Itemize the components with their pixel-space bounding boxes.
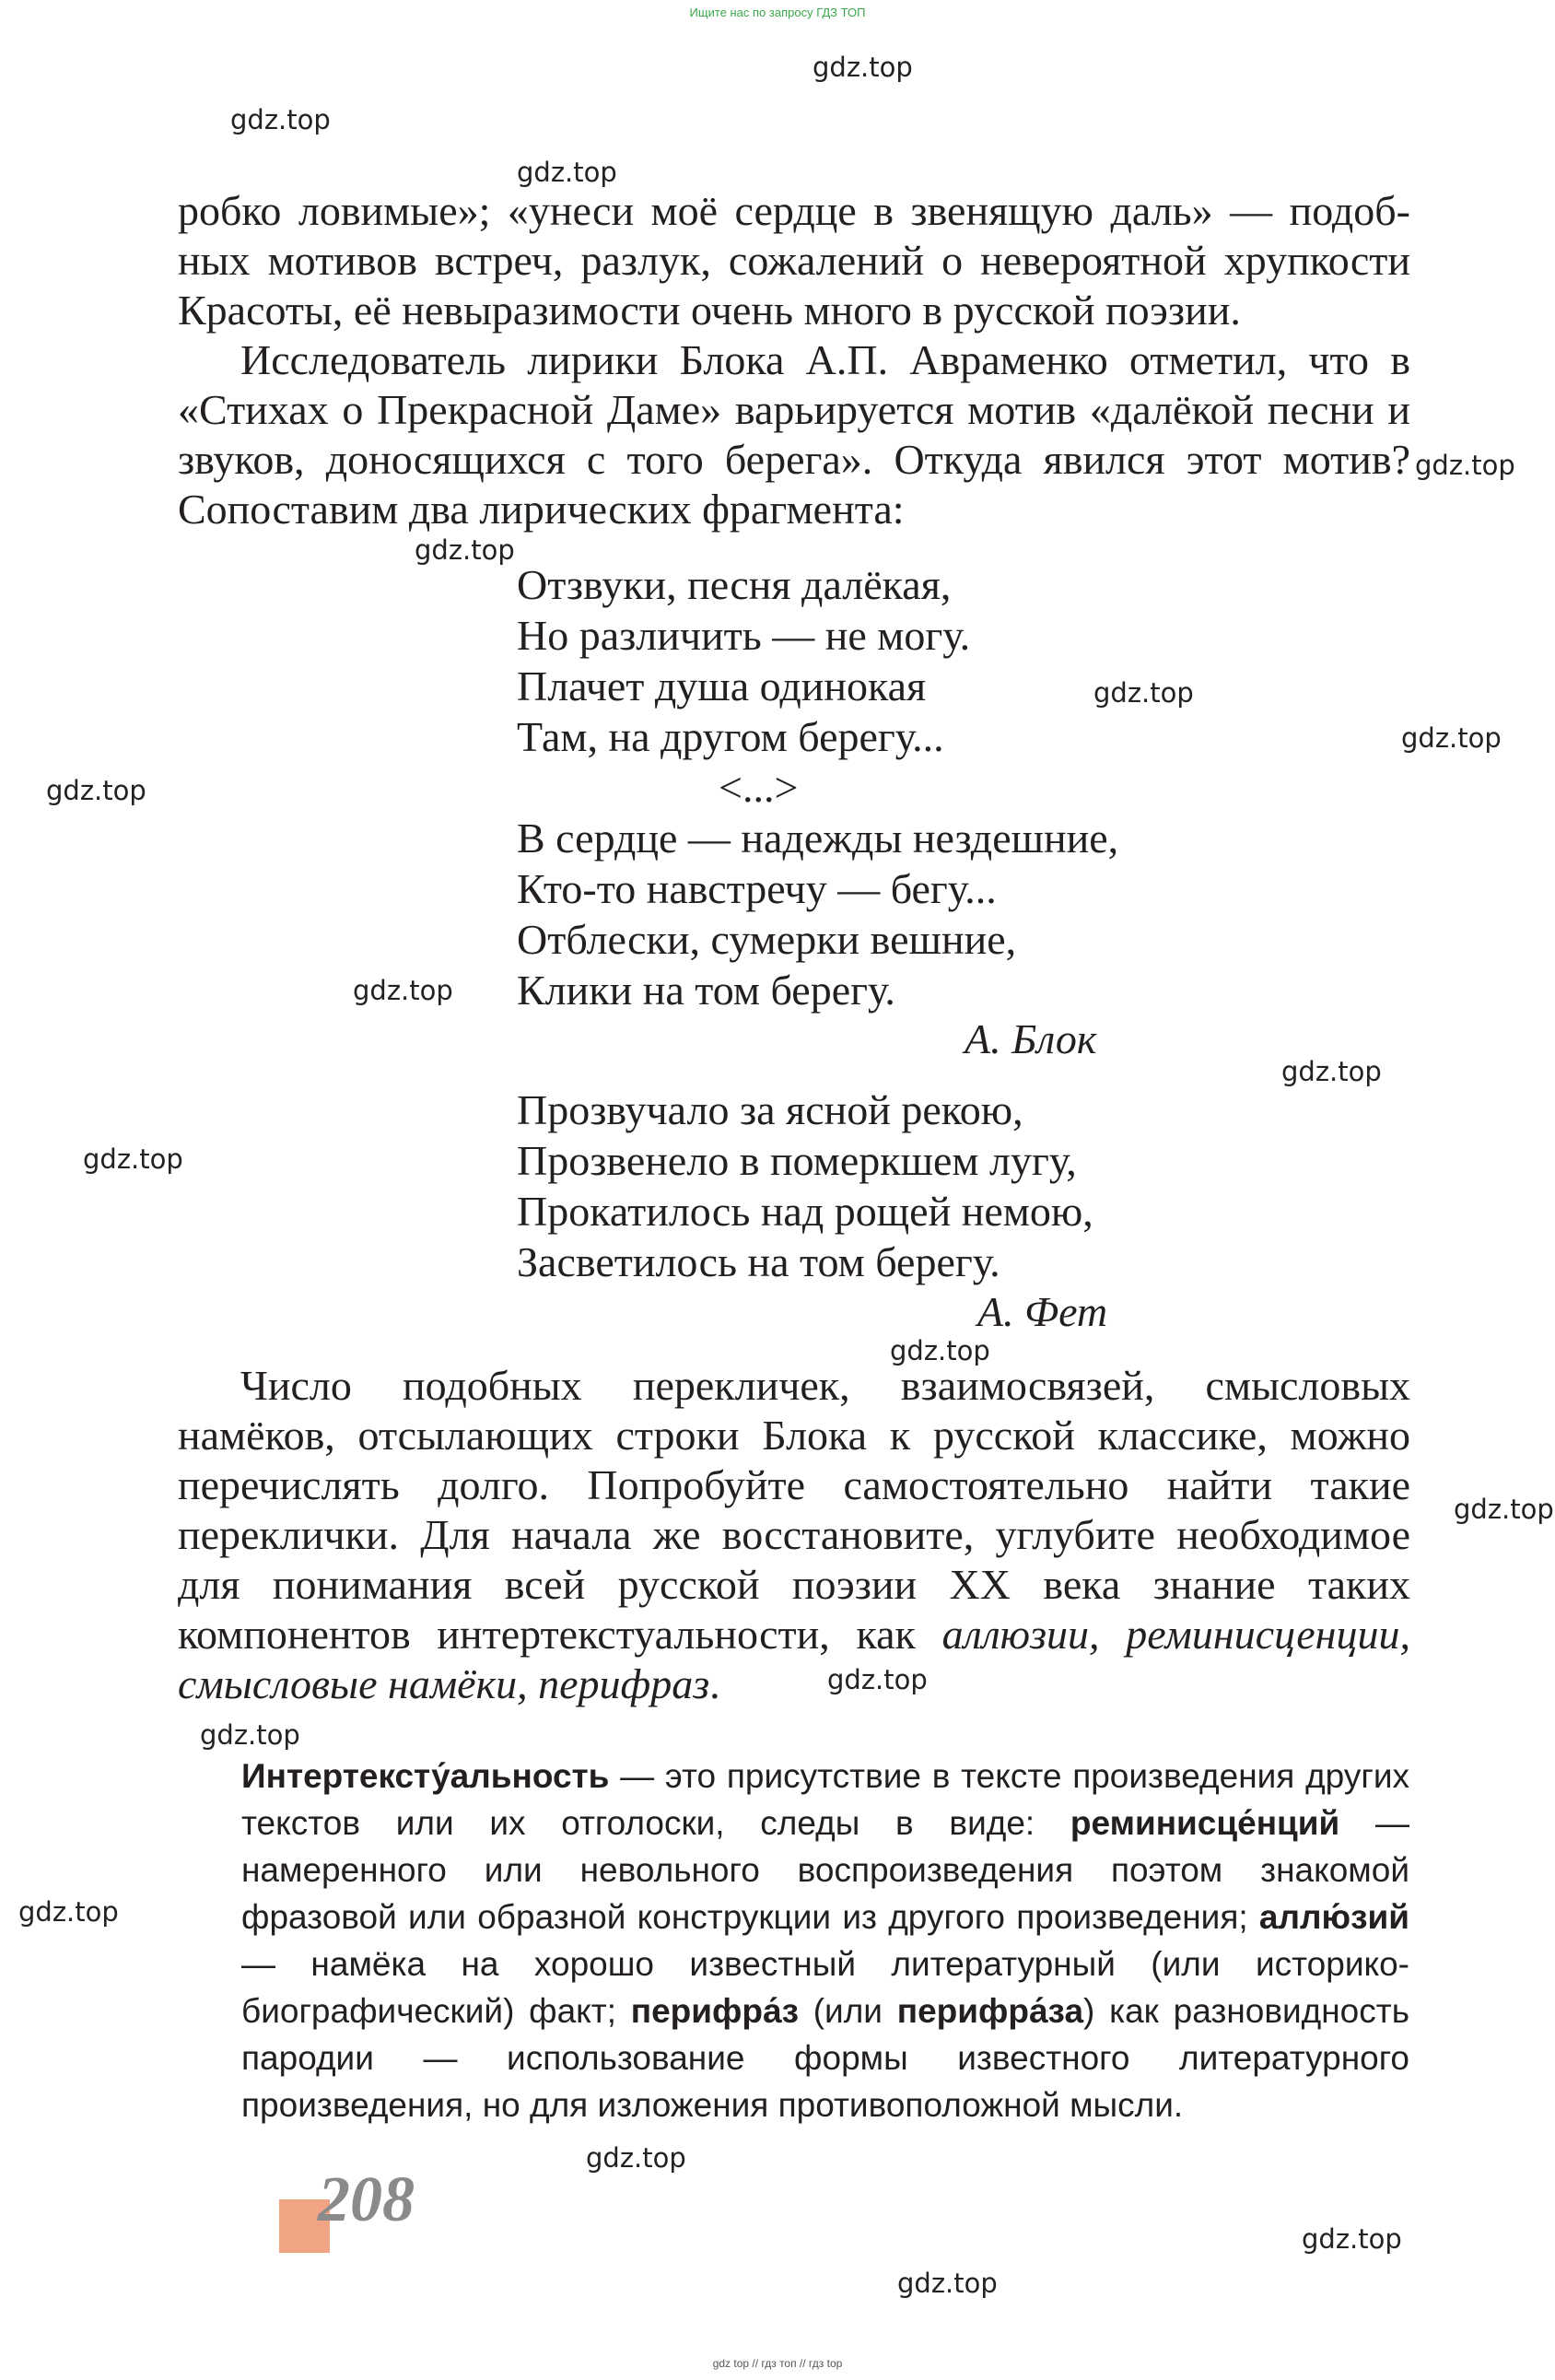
paragraph-italic-terms: аллюзии, реминисценции, смысловые намёки, перифраз [178, 1611, 1410, 1707]
top-banner: Ищите нас по запросу ГДЗ ТОП [689, 6, 866, 19]
definition-intertextuality [241, 1753, 1409, 2128]
watermark: gdz.top [353, 975, 453, 1006]
page-number: 208 [318, 2164, 415, 2235]
poem-author-fet: А. Фет [977, 1288, 1108, 1335]
watermark: gdz.top [83, 1143, 183, 1175]
watermark: gdz.top [897, 2268, 998, 2299]
poem-author-blok: А. Блок [965, 1015, 1097, 1062]
term: реминисце́нций [1070, 1804, 1340, 1842]
bottom-banner: gdz top // гдз топ // гдз top [712, 2357, 843, 2370]
watermark: gdz.top [1454, 1494, 1554, 1525]
watermark: gdz.top [1401, 722, 1502, 754]
poem-line: Клики на том берегу. [517, 967, 895, 1014]
watermark: gdz.top [1415, 450, 1515, 481]
watermark: gdz.top [813, 52, 913, 83]
poem-line: Кто-то навстречу — бегу... [517, 865, 997, 912]
poem-separator: <...> [719, 764, 799, 811]
poem-line: Прозвучало за ясной рекою, [517, 1086, 1023, 1133]
watermark: gdz.top [230, 104, 331, 135]
watermark: gdz.top [1281, 1056, 1382, 1087]
paragraph: Исследователь лирики Блока А.П. Авраменко отметил, что в «Стихах о Прекрасной Даме» варьируется мотив «далёкой песни и звуков, доносящихся с того берега». Откуда явился этот мотив? Сопоставим два лирических фрагмента: [178, 336, 1410, 533]
poem-line: Там, на другом берегу... [517, 713, 944, 760]
poem-line: В сердце — надежды нездешние, [517, 815, 1119, 862]
watermark: gdz.top [415, 534, 515, 566]
term: перифра́з [630, 1992, 799, 2030]
definition-text: — это присутствие в тексте произведения других текстов или их отголоски, следы в виде: [241, 1757, 1409, 1842]
watermark: gdz.top [890, 1335, 990, 1366]
body-text-top [178, 186, 1410, 534]
watermark: gdz.top [517, 157, 617, 188]
poem-fet [517, 1084, 1093, 1287]
poem-line: Прозвенело в померкшем лугу, [517, 1137, 1077, 1184]
poem-line: Плачет душа одинокая [517, 662, 927, 709]
term: перифра́за [896, 1992, 1084, 2030]
definition-text: (или [798, 1992, 897, 2030]
watermark: gdz.top [827, 1664, 928, 1695]
paragraph-end: . [709, 1660, 720, 1707]
poem-line: Прокатилось над рощей немою, [517, 1188, 1093, 1235]
watermark: gdz.top [1093, 677, 1194, 709]
watermark: gdz.top [18, 1896, 119, 1928]
definition-text: — намёка на хорошо известный литературный (или историко-биографический) факт; [241, 1945, 1409, 2030]
watermark: gdz.top [586, 2142, 686, 2174]
paragraph: робко ловимые»; «унеси моё сердце в звенящую даль» — подоб-ных мотивов встреч, разлук, сожалений о невероятной хрупкости Красоты, её невыразимости очень много в русской поэзии. [178, 187, 1410, 334]
watermark: gdz.top [46, 775, 146, 806]
poem-blok-stanza-1 [517, 559, 970, 762]
poem-line: Отблески, сумерки вешние, [517, 916, 1017, 963]
paragraph-bottom [178, 1361, 1410, 1709]
poem-line: Засветилось на том берегу. [517, 1238, 1000, 1285]
poem-line: Отзвуки, песня далёкая, [517, 561, 952, 608]
poem-line: Но различить — не могу. [517, 612, 971, 659]
term: Интертексту́альность [241, 1757, 610, 1795]
definition-text: — намеренного или невольного воспроизведения поэтом знакомой фразовой или образной конструкции из другого произведения; [241, 1804, 1409, 1936]
poem-blok-stanza-2 [517, 813, 1118, 1015]
term: аллю́зий [1258, 1898, 1409, 1936]
definition-text: ) как разновидность пародии — использование формы известного литературного произведения, но для изложения противоположной мысли. [241, 1992, 1409, 2124]
watermark: gdz.top [200, 1719, 300, 1751]
watermark: gdz.top [1302, 2223, 1402, 2255]
paragraph-text: Число подобных перекличек, взаимосвязей, смысловых намёков, отсылающих строки Блока к русской классике, можно перечислять долго. Попробуйте самостоятельно найти такие переклички. Для начала же восстановите, углубите необходимое для понимания всей русской поэзии XX века знание таких компонентов интертекстуальности, как [178, 1362, 1410, 1658]
